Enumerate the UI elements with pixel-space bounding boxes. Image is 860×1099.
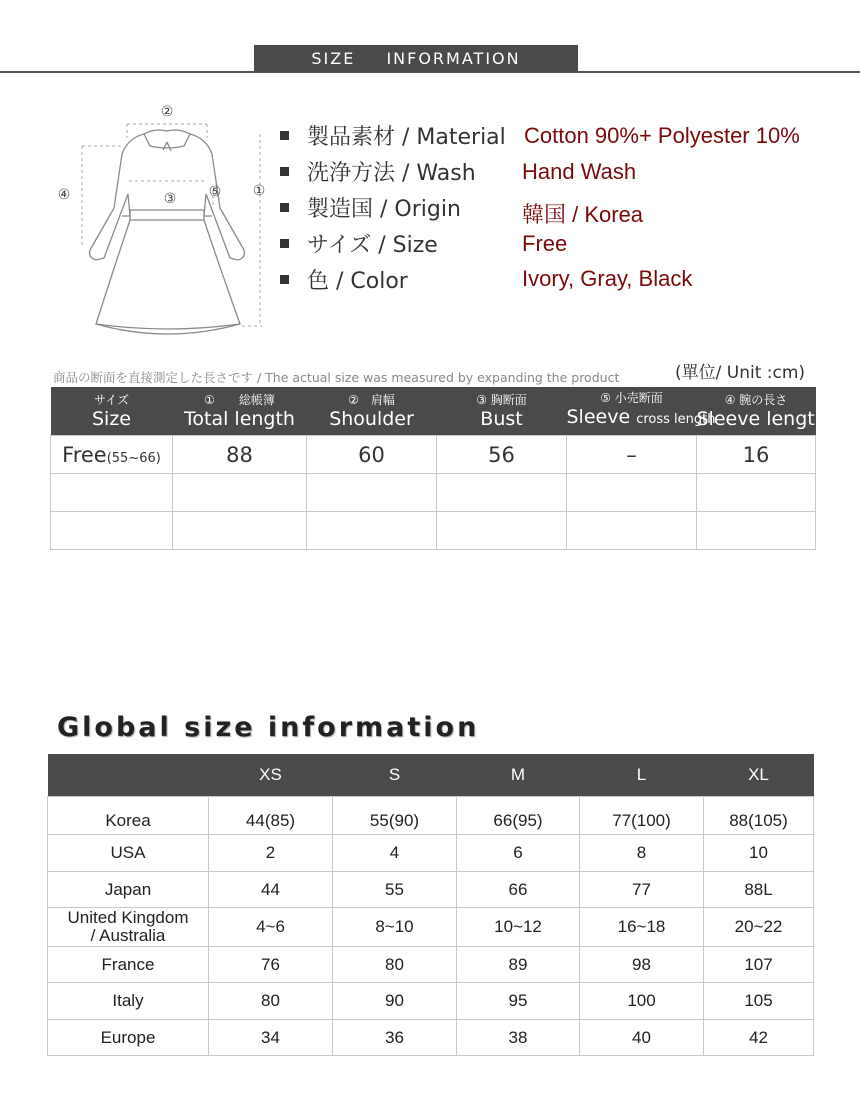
spec-label: 製造国 / Origin <box>307 197 461 222</box>
spec-label: 洗浄方法 / Wash <box>307 161 476 186</box>
header-shoulder: ② 肩幅 Shoulder <box>307 387 437 436</box>
table-cell: 55(90) <box>333 797 457 835</box>
table-cell: 8 <box>580 835 704 872</box>
table-cell: 34 <box>209 1020 333 1056</box>
table-cell: 16~18 <box>580 908 704 947</box>
marker-bust: ③ <box>163 191 177 207</box>
size-measurement-table <box>50 387 827 550</box>
table-cell: 88L <box>704 872 814 908</box>
bullet-icon <box>280 131 289 140</box>
table-cell: 4 <box>333 835 457 872</box>
spec-color <box>280 262 850 298</box>
table-cell: 66(95) <box>457 797 580 835</box>
global-size-title: Global size information <box>57 712 480 743</box>
header-sleeve-length: ④ 腕の長さ Sleeve length <box>697 387 816 436</box>
table-cell: 42 <box>704 1020 814 1056</box>
table-cell: 76 <box>209 947 333 983</box>
header-xl: XL <box>704 754 814 797</box>
spec-label: 色 / Color <box>307 269 408 294</box>
table-cell: 77(100) <box>580 797 704 835</box>
total-length-cell: 88 <box>173 436 307 474</box>
table-row <box>48 983 814 1020</box>
spec-label: 製品素材 / Material <box>307 125 506 150</box>
bullet-icon <box>280 275 289 284</box>
spec-size <box>280 226 850 262</box>
global-table-header <box>48 754 814 797</box>
shoulder-cell: 60 <box>307 436 437 474</box>
marker-sleeve-length: ④ <box>57 187 71 203</box>
table-cell: 36 <box>333 1020 457 1056</box>
sleeve-cross-cell: – <box>567 436 697 474</box>
table-cell: 100 <box>580 983 704 1020</box>
dress-measurement-diagram <box>50 98 280 348</box>
header-sleeve-cross: ⑤ 小売断面 Sleeve cross length <box>567 387 697 436</box>
spec-value: Cotton 90%+ Polyester 10% <box>524 123 800 148</box>
table-row-empty <box>51 474 816 512</box>
table-row-empty <box>51 512 816 550</box>
table-cell: 44(85) <box>209 797 333 835</box>
spec-value: Hand Wash <box>522 159 637 184</box>
bullet-icon <box>280 203 289 212</box>
table-cell: 105 <box>704 983 814 1020</box>
table-cell: 55 <box>333 872 457 908</box>
banner-word-size: SIZE <box>311 49 356 68</box>
table-row <box>48 947 814 983</box>
region-italy: Italy <box>48 983 209 1020</box>
table-cell: 89 <box>457 947 580 983</box>
spec-value: Ivory, Gray, Black <box>522 266 693 291</box>
size-cell: Free(55~66) <box>51 436 173 474</box>
table-cell: 80 <box>209 983 333 1020</box>
header-total-length: ① 総帳簿 Total length <box>173 387 307 436</box>
marker-total-length: ① <box>252 183 266 199</box>
size-information-banner <box>254 45 578 72</box>
table-row <box>48 872 814 908</box>
bullet-icon <box>280 239 289 248</box>
header-bust: ③ 胸断面 Bust <box>437 387 567 436</box>
table-cell: 8~10 <box>333 908 457 947</box>
spec-label: サイズ / Size <box>307 233 438 258</box>
global-size-table <box>47 754 814 1056</box>
table-cell: 2 <box>209 835 333 872</box>
size-table-header <box>51 387 816 436</box>
header-blank <box>48 754 209 797</box>
table-cell: 95 <box>457 983 580 1020</box>
header-m: M <box>457 754 580 797</box>
header-l: L <box>580 754 704 797</box>
spec-value: 韓国 / Korea <box>522 202 644 227</box>
table-cell: 77 <box>580 872 704 908</box>
region-uk-australia: United Kingdom / Australia <box>48 908 209 947</box>
banner-word-information: INFORMATION <box>386 49 521 68</box>
spec-value: Free <box>522 231 568 256</box>
region-japan: Japan <box>48 872 209 908</box>
table-cell: 10 <box>704 835 814 872</box>
spec-wash <box>280 154 850 190</box>
table-cell: 44 <box>209 872 333 908</box>
table-row <box>48 1020 814 1056</box>
spec-material <box>280 118 850 154</box>
region-usa: USA <box>48 835 209 872</box>
marker-sleeve-cross: ⑤ <box>208 184 222 200</box>
sleeve-length-cell: 16 <box>697 436 816 474</box>
marker-shoulder: ② <box>160 104 174 120</box>
region-france: France <box>48 947 209 983</box>
table-row <box>51 436 816 474</box>
table-cell: 4~6 <box>209 908 333 947</box>
table-cell: 107 <box>704 947 814 983</box>
table-row <box>48 797 814 835</box>
table-cell: 88(105) <box>704 797 814 835</box>
measurement-note: 商品の断面を直接測定した長さです / The actual size was measured by expanding the product <box>53 370 620 385</box>
header-xs: XS <box>209 754 333 797</box>
table-row <box>48 908 814 947</box>
table-cell: 98 <box>580 947 704 983</box>
unit-label: (單位/ Unit :cm) <box>675 363 806 383</box>
table-cell: 80 <box>333 947 457 983</box>
table-cell: 38 <box>457 1020 580 1056</box>
header-size: サイズ Size <box>51 387 173 436</box>
table-cell: 10~12 <box>457 908 580 947</box>
table-cell: 40 <box>580 1020 704 1056</box>
region-korea: Korea <box>48 797 209 835</box>
table-row <box>48 835 814 872</box>
table-cell: 6 <box>457 835 580 872</box>
bust-cell: 56 <box>437 436 567 474</box>
region-europe: Europe <box>48 1020 209 1056</box>
bullet-icon <box>280 167 289 176</box>
table-cell: 20~22 <box>704 908 814 947</box>
spec-origin <box>280 190 850 226</box>
table-cell: 90 <box>333 983 457 1020</box>
header-s: S <box>333 754 457 797</box>
table-cell: 66 <box>457 872 580 908</box>
